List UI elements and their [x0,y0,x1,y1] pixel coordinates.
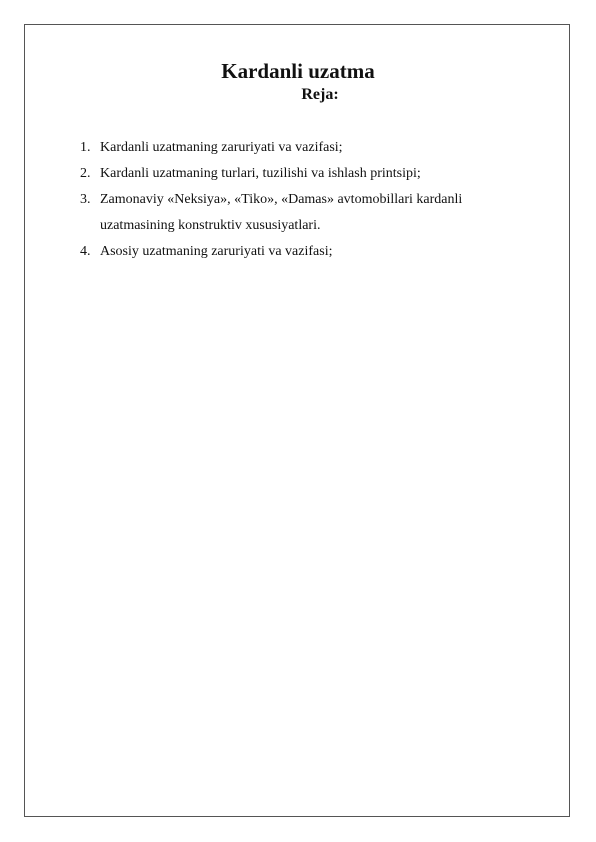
list-item-number: 4. [80,244,91,259]
list-item-text: Kardanli uzatmaning turlari, tuzilishi va ishlash printsipi; [100,166,421,181]
list-item-number: 3. [80,192,91,207]
plan-list [80,135,530,265]
list-item-number: 2. [80,166,91,181]
list-item-text: Asosiy uzatmaning zaruriyati va vazifasi; [100,244,333,259]
list-item [80,187,530,239]
document-subtitle: Reja: [301,86,339,103]
list-item [80,161,530,187]
list-item-text: Zamonaviy «Neksiya», «Tiko», «Damas» avtomobillari kardanli uzatmasining konstruktiv xususiyatlari. [100,192,463,233]
list-item-text: Kardanli uzatmaning zaruriyati va vazifasi; [100,140,343,155]
list-item [80,135,530,161]
document-title: Kardanli uzatma [221,59,375,83]
list-item-number: 1. [80,140,91,155]
list-item [80,239,530,265]
